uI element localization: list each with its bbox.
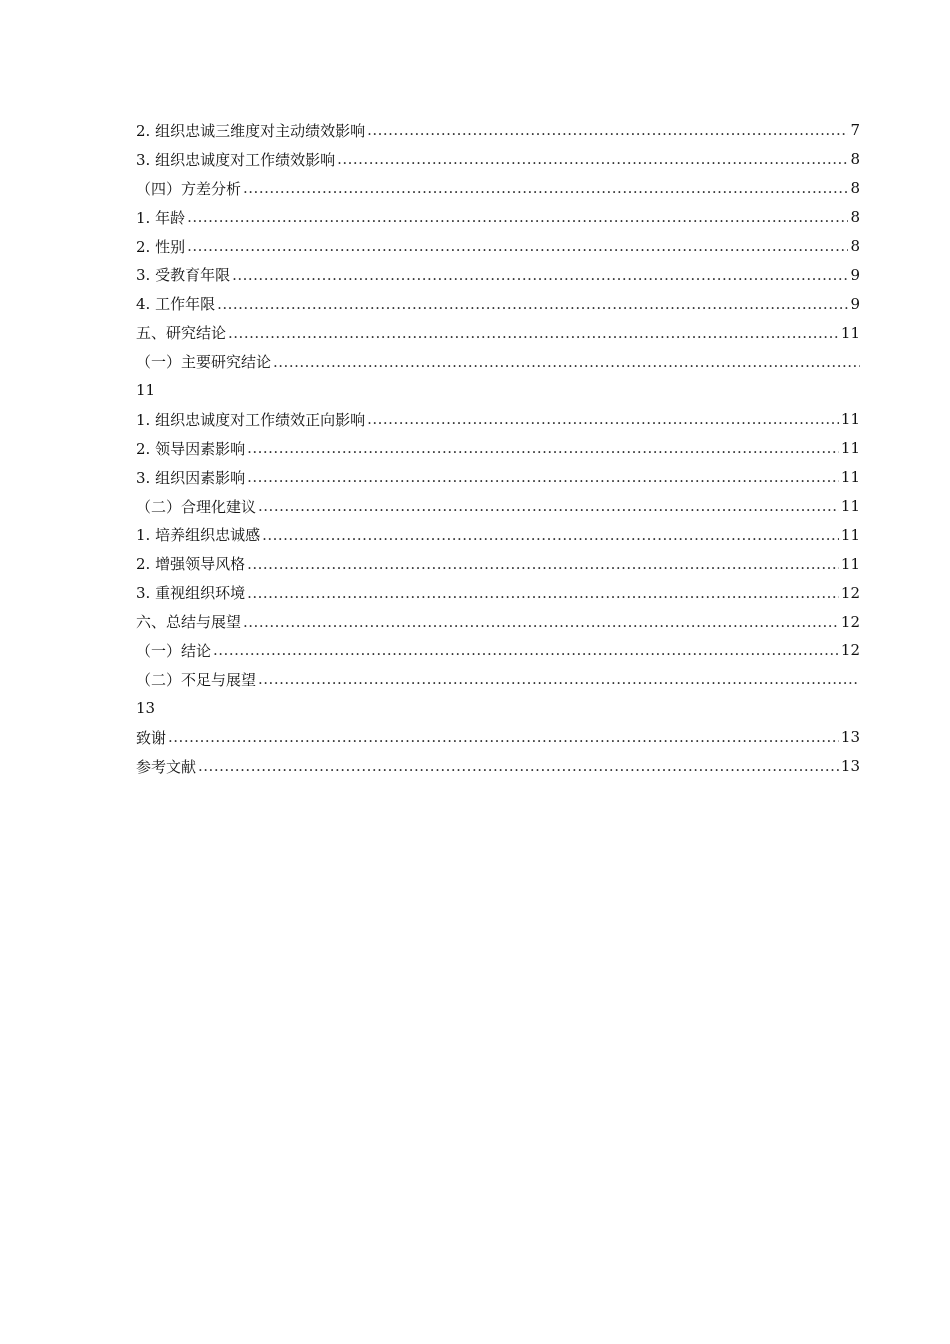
toc-entry[interactable] — [136, 578, 860, 607]
toc-entry[interactable] — [136, 405, 860, 434]
toc-entry-wrapped-page — [136, 376, 860, 405]
toc-entry-title: 1. 年龄 — [136, 208, 186, 227]
toc-entry-title: 五、研究结论 — [136, 324, 227, 343]
toc-entry-title: （四）方差分析 — [136, 179, 242, 198]
toc-page-number: 7 — [850, 121, 860, 140]
toc-entry[interactable] — [136, 723, 860, 752]
toc-page-number: 8 — [850, 179, 860, 198]
toc-entry[interactable] — [136, 520, 860, 549]
dot-leader — [213, 641, 839, 659]
toc-page-number: 11 — [840, 468, 860, 487]
toc-page-number: 8 — [850, 208, 860, 227]
toc-page-number: 13 — [840, 728, 860, 747]
toc-entry[interactable] — [136, 463, 860, 492]
toc-page-number: 12 — [840, 583, 860, 602]
dot-leader — [258, 670, 860, 688]
toc-entry[interactable] — [136, 145, 860, 174]
toc-page-number: 8 — [850, 237, 860, 255]
toc-entry-title: 致谢 — [136, 728, 167, 747]
toc-page-number: 13 — [840, 757, 860, 776]
dot-leader — [198, 757, 839, 775]
toc-entry-title: （二）合理化建议 — [136, 497, 257, 516]
toc-page-number: 11 — [840, 554, 860, 573]
toc-entry[interactable] — [136, 289, 860, 318]
toc-page-number: 12 — [840, 612, 860, 631]
dot-leader — [247, 468, 839, 486]
dot-leader — [247, 584, 839, 602]
toc-entry[interactable] — [136, 434, 860, 463]
toc-entry-title: 1. 培养组织忠诚感 — [136, 526, 261, 545]
toc-entry[interactable] — [136, 665, 860, 694]
toc-entry-title: 3. 组织忠诚度对工作绩效影响 — [136, 150, 336, 169]
dot-leader — [168, 728, 839, 746]
dot-leader — [258, 497, 839, 515]
toc-page-number: 9 — [850, 294, 860, 313]
toc-entry-title: （一）结论 — [136, 641, 212, 660]
table-of-contents — [136, 116, 860, 780]
dot-leader — [367, 121, 848, 139]
toc-page-number: 11 — [136, 381, 156, 400]
toc-entry[interactable] — [136, 203, 860, 232]
dot-leader — [243, 179, 848, 197]
toc-page-number: 12 — [840, 641, 860, 660]
toc-entry[interactable] — [136, 116, 860, 145]
toc-entry-title: （一）主要研究结论 — [136, 353, 272, 372]
toc-entry-title: 2. 领导因素影响 — [136, 439, 246, 458]
dot-leader — [247, 439, 839, 457]
toc-entry-title: （二）不足与展望 — [136, 670, 257, 689]
toc-page-number: 8 — [850, 150, 860, 169]
dot-leader — [273, 353, 860, 371]
toc-page-number: 13 — [136, 699, 156, 718]
toc-entry[interactable] — [136, 232, 860, 261]
dot-leader — [228, 324, 839, 342]
dot-leader — [232, 266, 848, 284]
toc-page-number: 11 — [840, 410, 860, 429]
toc-entry-title: 1. 组织忠诚度对工作绩效正向影响 — [136, 410, 366, 429]
toc-entry[interactable] — [136, 318, 860, 347]
toc-page-number: 11 — [840, 439, 860, 458]
dot-leader — [243, 613, 839, 631]
toc-entry-title: 六、总结与展望 — [136, 613, 242, 632]
toc-entry[interactable] — [136, 347, 860, 376]
toc-entry-title: 2. 性别 — [136, 237, 186, 256]
toc-entry-title: 4. 工作年限 — [136, 295, 216, 314]
toc-entry-title: 3. 组织因素影响 — [136, 468, 246, 487]
toc-page-number: 9 — [850, 265, 860, 284]
toc-entry-title: 3. 受教育年限 — [136, 266, 231, 285]
toc-page-number: 11 — [840, 497, 860, 516]
toc-entry[interactable] — [136, 260, 860, 289]
dot-leader — [187, 208, 848, 226]
toc-entry[interactable] — [136, 752, 860, 781]
toc-entry-title: 参考文献 — [136, 757, 197, 776]
toc-page-number: 11 — [840, 525, 860, 544]
toc-page-number: 11 — [840, 323, 860, 342]
toc-entry-title: 3. 重视组织环境 — [136, 584, 246, 603]
dot-leader — [247, 555, 839, 573]
dot-leader — [187, 237, 848, 255]
toc-entry[interactable] — [136, 607, 860, 636]
dot-leader — [337, 150, 848, 168]
dot-leader — [262, 526, 839, 544]
toc-entry[interactable] — [136, 492, 860, 521]
toc-entry[interactable] — [136, 174, 860, 203]
toc-entry[interactable] — [136, 636, 860, 665]
dot-leader — [367, 410, 839, 428]
toc-entry-title: 2. 增强领导风格 — [136, 555, 246, 574]
dot-leader — [217, 295, 848, 313]
toc-entry[interactable] — [136, 549, 860, 578]
toc-entry-title: 2. 组织忠诚三维度对主动绩效影响 — [136, 121, 366, 140]
toc-entry-wrapped-page — [136, 694, 860, 723]
